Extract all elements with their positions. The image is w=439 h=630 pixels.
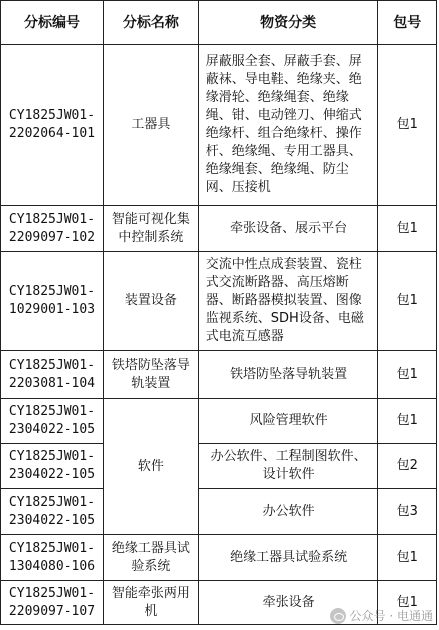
code-cell: [1, 351, 104, 399]
code-cell: [1, 45, 104, 206]
name-cell: 装置设备: [103, 252, 198, 351]
materials-cell: 办公软件: [198, 489, 378, 535]
name-cell: 铁塔防坠落导轨装置: [103, 351, 198, 399]
code-line1: CY1825JW01-: [8, 211, 96, 227]
name-cell: 软件: [103, 399, 198, 535]
code-line2: 2304022-105: [8, 467, 96, 482]
package-cell: 包1: [378, 535, 437, 581]
name-cell: 工器具: [103, 45, 198, 206]
package-cell: 包1: [378, 351, 437, 399]
code-line2: 2304022-105: [8, 512, 96, 528]
code-line1: CY1825JW01-: [8, 284, 96, 299]
wechat-icon: [330, 608, 346, 624]
code-line1: CY1825JW01-: [8, 585, 96, 601]
code-line1: CY1825JW01-: [8, 494, 96, 510]
code-line2: 1029001-103: [8, 302, 96, 317]
code-line2: 2209097-102: [8, 229, 96, 245]
materials-cell: 牵张设备: [198, 581, 378, 625]
materials-cell: 交流中性点成套装置、瓷柱式交流断路器、高压熔断器、断路器模拟装置、图像监视系统、SDH设备、电磁式电流互感器: [198, 252, 378, 351]
table-row: [1, 444, 437, 489]
code-cell: [1, 581, 104, 625]
header-code: 分标编号: [1, 1, 104, 45]
header-name: 分标名称: [103, 1, 198, 45]
package-cell: 包1: [378, 45, 437, 206]
header-row: [1, 1, 437, 45]
code-line2: 2304022-105: [8, 422, 96, 437]
code-line1: CY1825JW01-: [8, 357, 96, 373]
table-row: [1, 351, 437, 399]
code-cell: [1, 252, 104, 351]
header-package: 包号: [378, 1, 437, 45]
code-cell: [1, 489, 104, 535]
materials-cell: 绝缘工器具试验系统: [198, 535, 378, 581]
code-line2: 2202064-101: [8, 126, 96, 141]
table-row: [1, 489, 437, 535]
code-line2: 1304080-106: [8, 558, 96, 574]
package-cell: 包2: [378, 444, 437, 489]
package-cell: 包1: [378, 206, 437, 252]
table-row: [1, 45, 437, 206]
watermark-text: 公众号 · 电通通: [349, 609, 433, 623]
name-cell: 智能牵张两用机: [103, 581, 198, 625]
materials-cell: 风险管理软件: [198, 399, 378, 444]
code-cell: [1, 399, 104, 444]
materials-cell: 牵张设备、展示平台: [198, 206, 378, 252]
name-cell: 智能可视化集中控制系统: [103, 206, 198, 252]
header-materials: 物资分类: [198, 1, 378, 45]
code-line1: CY1825JW01-: [8, 404, 96, 419]
materials-cell: 办公软件、工程制图软件、设计软件: [198, 444, 378, 489]
code-cell: [1, 444, 104, 489]
code-line1: CY1825JW01-: [8, 108, 96, 123]
package-cell: 包3: [378, 489, 437, 535]
table-row: [1, 206, 437, 252]
package-cell: 包1: [378, 252, 437, 351]
name-cell: 绝缘工器具试验系统: [103, 535, 198, 581]
code-cell: [1, 535, 104, 581]
package-cell: 包1: [378, 399, 437, 444]
code-line1: CY1825JW01-: [8, 540, 96, 556]
code-line1: CY1825JW01-: [8, 449, 96, 464]
table-row: [1, 535, 437, 581]
code-line2: 2209097-107: [8, 603, 96, 619]
materials-cell: 屏蔽服全套、屏蔽手套、屏蔽袜、导电鞋、绝缘夹、绝缘滑轮、绝缘绳套、绝缘绳、钳、电动锉刀、伸缩式绝缘杆、组合绝缘杆、操作杆、绝缘绳、专用工器具、绝缘绳套、绝缘绳、防尘网、压接机: [198, 45, 378, 206]
table-row: [1, 252, 437, 351]
package-cell: 包1: [378, 581, 437, 625]
code-line2: 2203081-104: [8, 375, 96, 391]
watermark: [330, 607, 433, 624]
code-cell: [1, 206, 104, 252]
table-row: [1, 399, 437, 444]
materials-cell: 铁塔防坠落导轨装置: [198, 351, 378, 399]
